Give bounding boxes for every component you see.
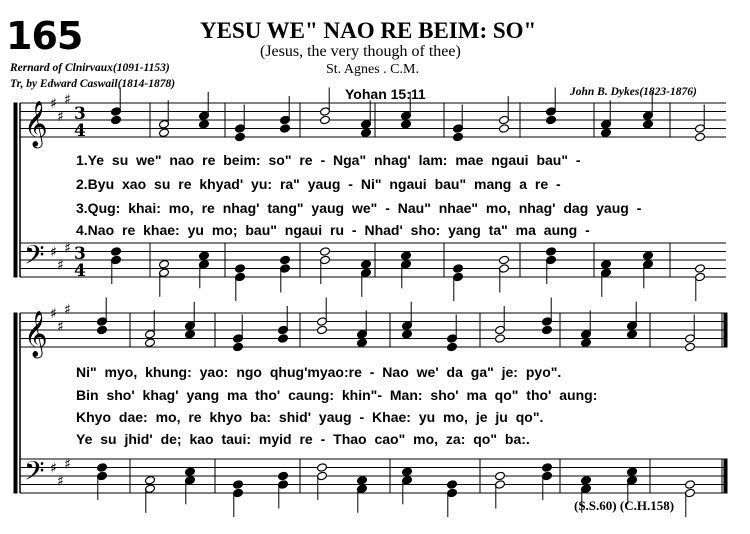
sharp-icon: ♯ xyxy=(50,244,57,261)
lyric-verse-2-line-2: Bin sho' khag' yang ma tho' caung: khin"- Man: sho' ma qo" tho' aung: xyxy=(76,387,598,403)
lyric-verse-3-line-1: 3.Qug: khai: mo, re nhag' tang" yaug we" - Nau" nhae" mo, nhag' dag yaug - xyxy=(76,200,642,216)
treble-clef-icon: 𝄞 xyxy=(24,311,48,357)
time-signature-bottom: 4 xyxy=(74,261,86,281)
sharp-icon: ♯ xyxy=(64,301,71,318)
notehead xyxy=(97,325,108,335)
notehead xyxy=(278,471,289,481)
lyric-verse-4-line-1: 4.Nao re khae: yu mo; bau" ngaui ru - Nhad' sho: yang ta" ma aung - xyxy=(76,222,590,238)
notehead xyxy=(499,124,510,134)
sharp-icon: ♯ xyxy=(50,306,57,322)
notehead xyxy=(601,128,612,138)
notehead xyxy=(145,475,156,485)
notehead xyxy=(447,342,458,352)
lyric-verse-3-line-2: Khyo dae: mo, re khyo ba: shid' yaug - Khae: yu mo, je ju qo". xyxy=(76,409,544,425)
sharp-icon: ♯ xyxy=(57,318,64,335)
hymn-subtitle: (Jesus, the very though of thee) xyxy=(260,43,461,60)
notehead xyxy=(199,119,210,129)
notehead xyxy=(357,338,368,348)
notehead xyxy=(542,325,553,335)
notehead xyxy=(233,480,244,490)
notehead xyxy=(643,251,654,261)
notehead xyxy=(280,124,291,134)
sharp-icon: ♯ xyxy=(64,91,71,108)
sharp-icon: ♯ xyxy=(57,473,64,490)
hymn-number: 165 xyxy=(6,14,83,58)
composer-credit: John B. Dykes(1823-1876) xyxy=(570,86,697,98)
sharp-icon: ♯ xyxy=(57,108,64,125)
notehead xyxy=(581,338,592,348)
lyric-verse-2-line-1: 2.Byu xao su re khyad' yu: ra" yaug - Ni" ngaui bau" mang a re - xyxy=(76,176,561,192)
notehead xyxy=(357,475,368,485)
notehead xyxy=(361,259,372,269)
notehead xyxy=(627,467,638,477)
time-signature-top: 3 xyxy=(74,244,86,264)
translator-credit: Tr, by Edward Caswail(1814-1878) xyxy=(10,78,176,90)
notehead xyxy=(111,247,122,257)
notehead xyxy=(233,342,244,352)
hymn-title: YESU WE" NAO RE BEIM: SO" xyxy=(200,18,537,43)
notehead xyxy=(235,132,246,142)
sharp-icon: ♯ xyxy=(50,460,57,477)
sharp-icon: ♯ xyxy=(64,456,71,473)
time-signature-bottom: 4 xyxy=(74,121,86,141)
notehead xyxy=(453,132,464,142)
notehead xyxy=(546,247,557,257)
notehead xyxy=(495,471,506,481)
notehead xyxy=(402,329,413,339)
notehead xyxy=(401,119,412,129)
notehead xyxy=(581,475,592,485)
notehead xyxy=(685,342,696,352)
notehead xyxy=(495,334,506,344)
sharp-icon: ♯ xyxy=(50,96,57,112)
tune-name: St. Agnes . C.M. xyxy=(326,62,419,77)
lyric-verse-1-line-1: 1.Ye su we" nao re beim: so" re - Nga" nhag' lam: mae ngaui bau" - xyxy=(76,152,581,168)
notehead xyxy=(546,115,557,125)
notehead xyxy=(685,480,696,490)
notehead xyxy=(185,467,196,477)
notehead xyxy=(447,480,458,490)
notehead xyxy=(320,247,331,257)
treble-clef-icon: 𝄞 xyxy=(24,101,48,147)
notehead xyxy=(643,119,654,129)
notehead xyxy=(97,463,108,473)
sharp-icon: ♯ xyxy=(57,257,64,274)
notehead xyxy=(542,463,553,473)
notehead xyxy=(317,463,328,473)
notehead xyxy=(317,325,328,335)
scripture-reference: Yohan 15:11 xyxy=(345,86,426,102)
lyric-verse-4-line-2: Ye su jhid' de; kao taui: myid re - Thao cao" mo, za: qo" ba:. xyxy=(76,431,530,447)
final-barline xyxy=(724,313,727,347)
source-reference: (S.S.60) (C.H.158) xyxy=(574,498,675,513)
notehead xyxy=(695,132,706,142)
notehead xyxy=(401,251,412,261)
notehead xyxy=(235,264,246,274)
system-brace xyxy=(14,313,17,493)
notehead xyxy=(185,329,196,339)
notehead xyxy=(499,255,510,265)
system-brace xyxy=(14,103,17,277)
bass-clef-icon: 𝄢 xyxy=(24,239,45,277)
notehead xyxy=(453,264,464,274)
notehead xyxy=(159,259,170,269)
notehead xyxy=(145,338,156,348)
notehead xyxy=(280,255,291,265)
notehead xyxy=(695,264,706,274)
time-signature-top: 3 xyxy=(74,104,86,124)
notehead xyxy=(361,128,372,138)
notehead xyxy=(111,115,122,125)
notehead xyxy=(199,251,210,261)
author-credit: Rernard of Clnirvaux(1091-1153) xyxy=(10,62,170,74)
sharp-icon: ♯ xyxy=(64,240,71,257)
final-barline xyxy=(724,459,727,493)
bass-clef-icon: 𝄢 xyxy=(24,455,45,493)
notehead xyxy=(601,259,612,269)
notehead xyxy=(320,115,331,125)
notehead xyxy=(402,467,413,477)
notehead xyxy=(627,329,638,339)
notehead xyxy=(159,128,170,138)
notehead xyxy=(278,334,289,344)
lyric-verse-1-line-2: Ni" myo, khung: yao: ngo qhug'myao:re - Nao we' da ga" je: pyo". xyxy=(76,364,562,380)
